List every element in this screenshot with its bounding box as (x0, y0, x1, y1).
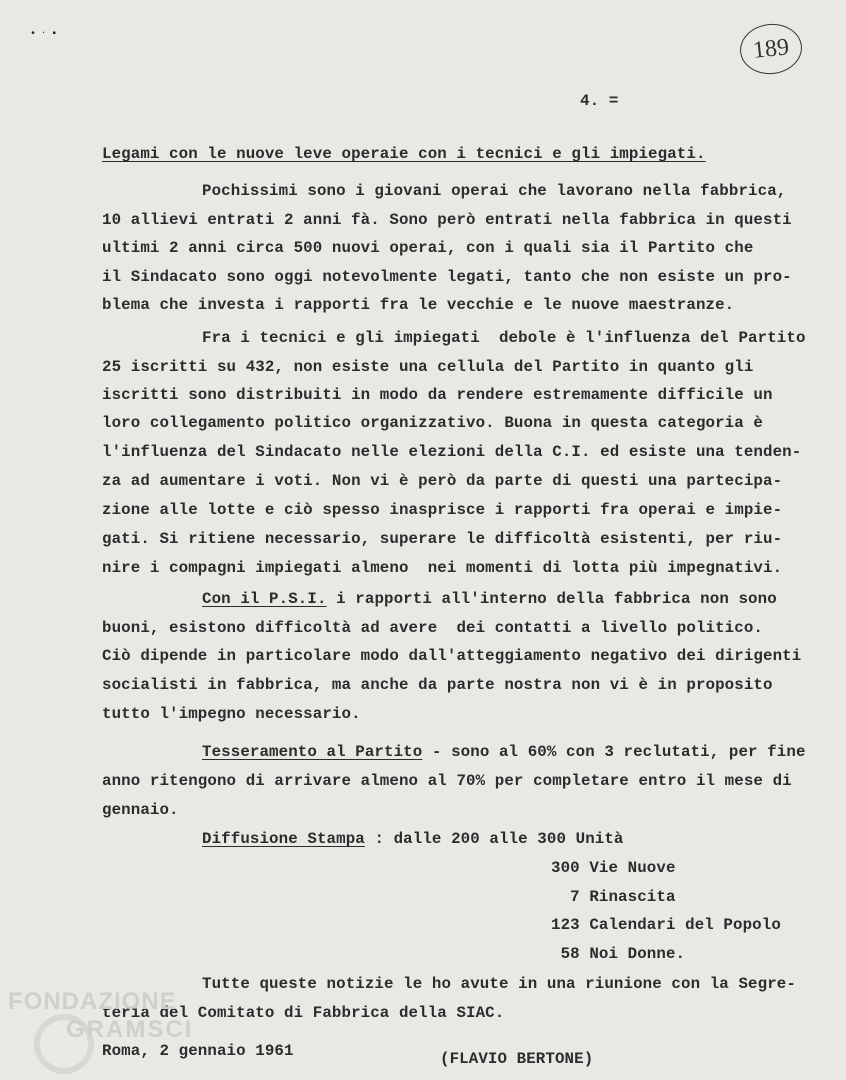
body-line: ultimi 2 anni circa 500 nuovi operai, con i quali sia il Partito che (102, 239, 754, 257)
place-date: Roma, 2 gennaio 1961 (102, 1042, 294, 1060)
press-item: 58 Noi Donne. (551, 945, 686, 963)
body-line: blema che investa i rapporti fra le vecchie e le nuove maestranze. (102, 296, 735, 314)
tesseramento-first-line (202, 742, 806, 762)
body-line: iscritti sono distribuiti in modo da rendere estremamente difficile un (102, 386, 773, 404)
psi-first-rest: i rapporti all'interno della fabbrica non sono (326, 590, 777, 608)
body-line: l'influenza del Sindacato nelle elezioni della C.I. ed esiste una tenden- (102, 443, 802, 461)
tesseramento-first-rest: - sono al 60% con 3 reclutati, per fine (422, 743, 806, 761)
paper-specks: • ‧ ▪ (30, 29, 58, 40)
press-item: 7 Rinascita (551, 888, 676, 906)
archive-number-stamp (738, 21, 805, 77)
diffusione-first-rest: : dalle 200 alle 300 Unità (364, 830, 624, 848)
psi-label: Con il P.S.I. (202, 590, 327, 608)
tesseramento-label: Tesseramento al Partito (202, 743, 423, 761)
body-line: Fra i tecnici e gli impiegati debole è l'influenza del Partito (202, 329, 806, 347)
watermark (8, 988, 193, 1044)
body-line: tutto l'impegno necessario. (102, 705, 361, 723)
psi-first-line (202, 589, 777, 609)
signature: (FLAVIO BERTONE) (440, 1050, 594, 1068)
body-line: socialisti in fabbrica, ma anche da parte nostra non vi è in proposito (102, 676, 773, 694)
body-line: Tutte queste notizie le ho avute in una riunione con la Segre- (202, 975, 796, 993)
body-line: 25 iscritti su 432, non esiste una cellula del Partito in quanto gli (102, 358, 754, 376)
diffusione-first-line (202, 829, 624, 849)
page-number: 4. = (580, 92, 619, 110)
watermark-line1: FONDAZIONE (8, 988, 177, 1015)
body-line: il Sindacato sono oggi notevolmente legati, tanto che non esiste un pro- (102, 268, 792, 286)
body-line: gati. Si ritiene necessario, superare le difficoltà esistenti, per riu- (102, 530, 783, 548)
body-line: zione alle lotte e ciò spesso inasprisce i rapporti fra operai e impie- (102, 501, 783, 519)
body-line: loro collegamento politico organizzativo. Buona in questa categoria è (102, 414, 763, 432)
body-line: nire i compagni impiegati almeno nei momenti di lotta più impegnativi. (102, 559, 783, 577)
section-heading: Legami con le nuove leve operaie con i tecnici e gli impiegati. (102, 145, 706, 163)
press-item: 300 Vie Nuove (551, 859, 676, 877)
archive-number: 189 (751, 33, 791, 64)
body-line: gennaio. (102, 801, 179, 819)
body-line: anno ritengono di arrivare almeno al 70% per completare entro il mese di (102, 772, 792, 790)
body-line: 10 allievi entrati 2 anni fà. Sono però entrati nella fabbrica in questi (102, 211, 792, 229)
body-line: teria del Comitato di Fabbrica della SIAC. (102, 1004, 505, 1022)
press-item: 123 Calendari del Popolo (551, 916, 781, 934)
watermark-line2: GRAMSCI (66, 1016, 194, 1043)
body-line: Pochissimi sono i giovani operai che lavorano nella fabbrica, (202, 182, 787, 200)
body-line: buoni, esistono difficoltà ad avere dei contatti a livello politico. (102, 619, 763, 637)
diffusione-label: Diffusione Stampa (202, 830, 365, 848)
body-line: za ad aumentare i voti. Non vi è però da parte di questi una partecipa- (102, 472, 783, 490)
body-line: Ciò dipende in particolare modo dall'atteggiamento negativo dei dirigenti (102, 647, 802, 665)
